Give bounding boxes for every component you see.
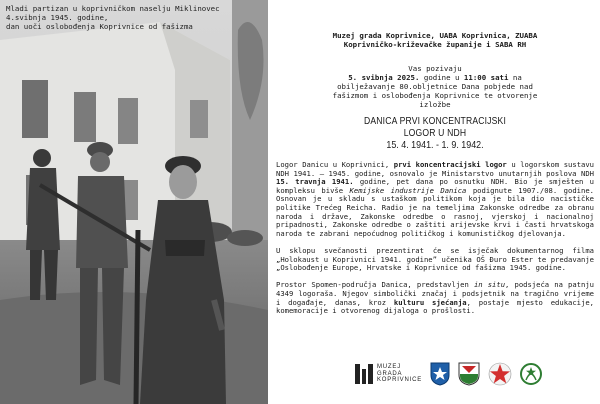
title-line: DANICA PRVI KONCENTRACIJSKI: [363, 115, 507, 127]
invite-line: obilježavanje 80.obljetnice Dana pobjede nad: [337, 82, 533, 91]
text: godine, pet dana po osnutku NDH. Bio je smješten u kompleksu bivše: [276, 177, 594, 195]
text: , postaje mjesto edukacije, komemoracije i otvorenog dijaloga o prošlosti.: [276, 297, 594, 316]
museum-logo: [354, 363, 422, 385]
museum-logo-line: GRADA: [377, 370, 403, 377]
text: Logor Danicu u Koprivnici,: [276, 160, 394, 169]
wreath-emblem-icon: [520, 362, 542, 386]
organizers-line: Muzej grada Koprivnice, UABA Koprivnica, ZUABA: [332, 31, 538, 40]
invite-line: Vas pozivaju: [408, 64, 462, 73]
text: Prostor Spomen-područja Danica, predstavljen: [276, 280, 474, 290]
caption-line: 4.svibnja 1945. godine,: [6, 13, 109, 22]
caption-line: Mladi partizan u koprivničkom naselju Miklinovec: [6, 4, 220, 13]
title-line: LOGOR U NDH: [403, 127, 467, 139]
event-time: 11:00 sati: [463, 73, 509, 82]
exhibition-dates: 15. 4. 1941. - 1. 9. 1942.: [386, 139, 484, 151]
paragraph-history: [276, 161, 594, 238]
photo-caption: [6, 4, 268, 31]
text: , podsjeća na patnju 4349 logoraša. Njegov simbolički značaj i podsjetnik na tragično vrijeme i događaje, danas, kroz: [276, 280, 594, 307]
text-bold: prvi koncentracijski logor: [393, 160, 507, 169]
logo-row: [354, 360, 542, 388]
koprivnica-coat-of-arms-icon: [430, 362, 450, 386]
text-italic: Kemijske industrije Danica: [349, 185, 467, 195]
red-star-icon: [488, 362, 512, 386]
text: u logorskom sustavu NDH 1941. – 1945. godine, osnovalo je Ministarstvo unutarnjih poslova NDH: [276, 160, 595, 178]
photo-illustration: [0, 0, 268, 404]
paragraph-program: U sklopu svečanosti prezentirat će se isječak dokumentarnog filma „Holokaust u Koprivnici 1941. godine” učenika OŠ Đuro Ester te predavanje „Oslobođenje Europe, Hrvatske i Koprivnice od fašizma 1945. godine.: [276, 245, 594, 273]
text-bold: 15. travnja 1941.: [276, 177, 354, 187]
description: [276, 161, 594, 316]
text-bold: kulturu sjećanja: [393, 297, 467, 307]
museum-mark-icon: [354, 363, 374, 385]
invite-line: fašizmom i oslobođenja Koprivnice te otvorenje: [332, 91, 538, 100]
partisan-photo: [0, 0, 268, 404]
invite-mid: godine u: [419, 73, 464, 82]
invite-date-line: [276, 73, 594, 82]
text-italic: in situ: [473, 280, 506, 290]
text: podignute 1907./08. godine. Osnovan je u skladu s ustaškom politikom koja je bila dio nacističke politike Trećeg Reicha. Radio je na temeljima Zakonske odredbe za obranu naroda i države, Zakonske odredbe o rasnoj, vjerskoj i nacionalnoj pripadnosti, Zakonske odredbe o zaštiti arijevske krvi i časti hrvatskoga naroda te zabrani nepoćudnog političkog i komunističkog djelovanja.: [276, 185, 594, 238]
county-coat-of-arms-icon: [458, 362, 480, 386]
event-date: 5. svibnja 2025.: [348, 73, 420, 82]
exhibition-title: [305, 115, 566, 139]
invite-end: na: [508, 73, 522, 82]
museum-logo-line: MUZEJ: [377, 364, 401, 371]
museum-logo-line: KOPRIVNICE: [377, 377, 423, 384]
paragraph-memorial: [276, 281, 594, 315]
invite-line: izložbe: [419, 100, 451, 109]
invitation-panel: [276, 0, 594, 404]
invitation-text: [276, 64, 594, 109]
caption-line: dan uoči oslobođenja Koprivnice od fašizma: [6, 22, 193, 31]
organizers-header: [276, 31, 594, 49]
organizers-line: Koprivničko-križevačke županije i SABA RH: [343, 40, 527, 49]
